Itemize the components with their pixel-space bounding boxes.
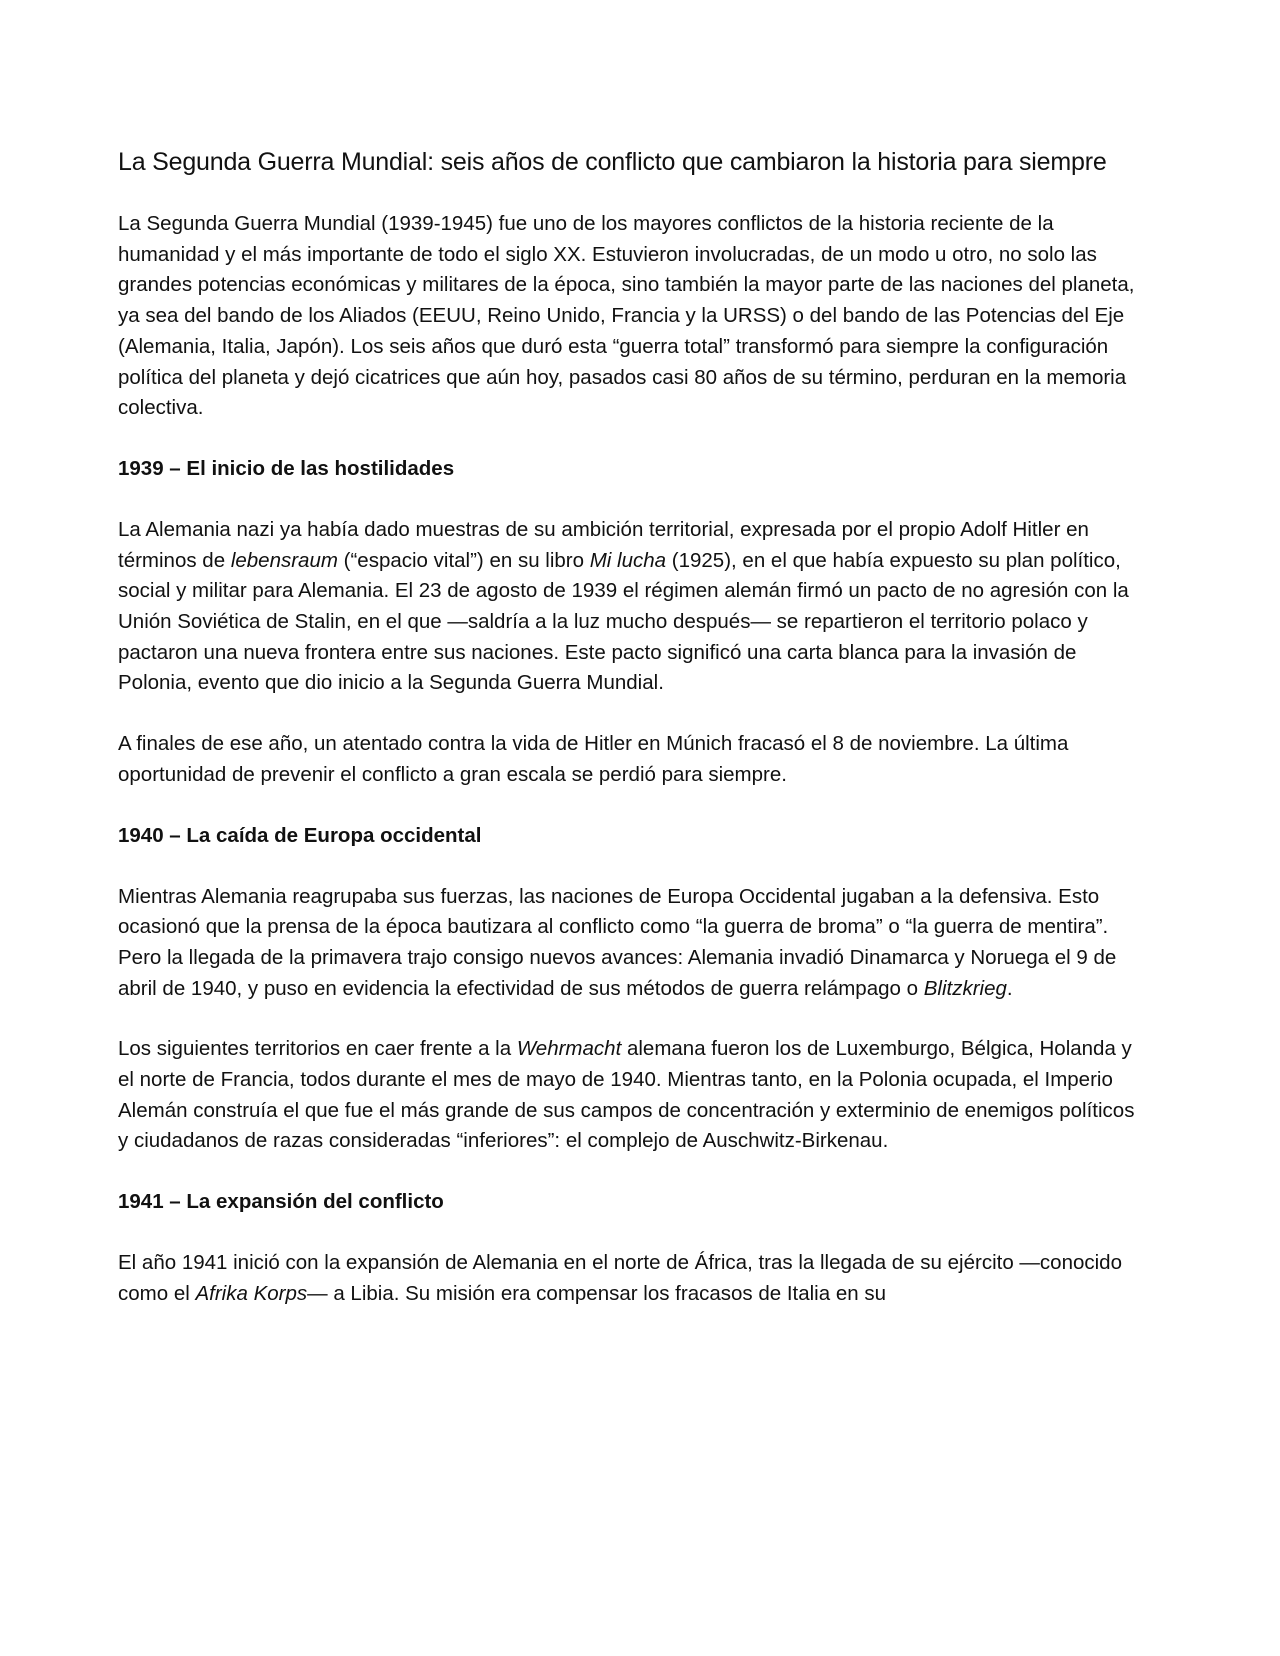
italic-term: Mi lucha	[589, 548, 667, 572]
italic-term: lebensraum	[230, 548, 338, 572]
section-heading-1939: 1939 – El inicio de las hostilidades	[118, 456, 455, 480]
text-run: Los siguientes territorios en caer frente a la	[118, 1037, 517, 1061]
document-title: La Segunda Guerra Mundial: seis años de conflicto que cambiaron la historia para siempre	[118, 148, 1107, 176]
section-1939-paragraph-1	[118, 515, 1148, 699]
section-heading-1940: 1940 – La caída de Europa occidental	[118, 823, 482, 847]
section-heading-1941: 1941 – La expansión del conflicto	[118, 1190, 444, 1214]
section-1941-paragraph-1	[118, 1248, 1148, 1309]
text-run: .	[1006, 976, 1013, 1000]
section-1940-paragraph-2	[118, 1034, 1148, 1157]
text-run: El año 1941 inició con la expansión de Alemania en el norte de África, tras la llegada de su ejército —conocido como el	[118, 1251, 1122, 1305]
text-run: — a Libia. Su misión era compensar los fracasos de Italia en su	[307, 1281, 886, 1305]
italic-term: Wehrmacht	[516, 1037, 622, 1061]
text-run: alemana fueron los de Luxemburgo, Bélgica, Holanda y el norte de Francia, todos durante el mes de mayo de 1940. Mientras tanto, en la Polonia ocupada, el Imperio Alemán construía el que fue el más grande de sus campos de concentración y exterminio de enemigos políticos y ciudadanos de razas consideradas “inferiores”: el complejo de Auschwitz-Birkenau.	[118, 1037, 1135, 1153]
text-run: (1925), en el que había expuesto su plan político, social y militar para Alemania. El 23 de agosto de 1939 el régimen alemán firmó un pacto de no agresión con la Unión Soviética de Stalin, en el que —saldría a la luz mucho después— se repartieron el territorio polaco y pactaron una nueva frontera entre sus naciones. Este pacto significó una carta blanca para la invasión de Polonia, evento que dio inicio a la Segunda Guerra Mundial.	[118, 548, 1129, 695]
section-1940-paragraph-1	[118, 882, 1148, 1005]
text-run: La Alemania nazi ya había dado muestras de su ambición territorial, expresada por el propio Adolf Hitler en términos de	[118, 517, 1089, 572]
section-1939-paragraph-2: A finales de ese año, un atentado contra la vida de Hitler en Múnich fracasó el 8 de noviembre. La última oportunidad de prevenir el conflicto a gran escala se perdió para siempre.	[118, 732, 1069, 786]
italic-term: Afrika Korps	[195, 1281, 308, 1305]
text-run: Mientras Alemania reagrupaba sus fuerzas, las naciones de Europa Occidental jugaban a la defensiva. Esto ocasionó que la prensa de la época bautizara al conflicto como “la guerra de broma” o “la guerra de mentira”. Pero la llegada de la primavera trajo consigo nuevos avances: Alemania invadió Dinamarca y Noruega el 9 de abril de 1940, y puso en evidencia la efectividad de sus métodos de guerra relámpago o	[118, 884, 1117, 1000]
document-page	[118, 146, 1148, 1340]
text-run: (“espacio vital”) en su libro	[337, 548, 590, 572]
italic-term: Blitzkrieg	[923, 976, 1007, 1000]
intro-paragraph: La Segunda Guerra Mundial (1939-1945) fue uno de los mayores conflictos de la historia reciente de la humanidad y el más importante de todo el siglo XX. Estuvieron involucradas, de un modo u otro, no solo las grandes potencias económicas y militares de la época, sino también la mayor parte de las naciones del planeta, ya sea del bando de los Aliados (EEUU, Reino Unido, Francia y la URSS) o del bando de las Potencias del Eje (Alemania, Italia, Japón). Los seis años que duró esta “guerra total” transformó para siempre la configuración política del planeta y dejó cicatrices que aún hoy, pasados casi 80 años de su término, perduran en la memoria colectiva.	[118, 212, 1135, 420]
